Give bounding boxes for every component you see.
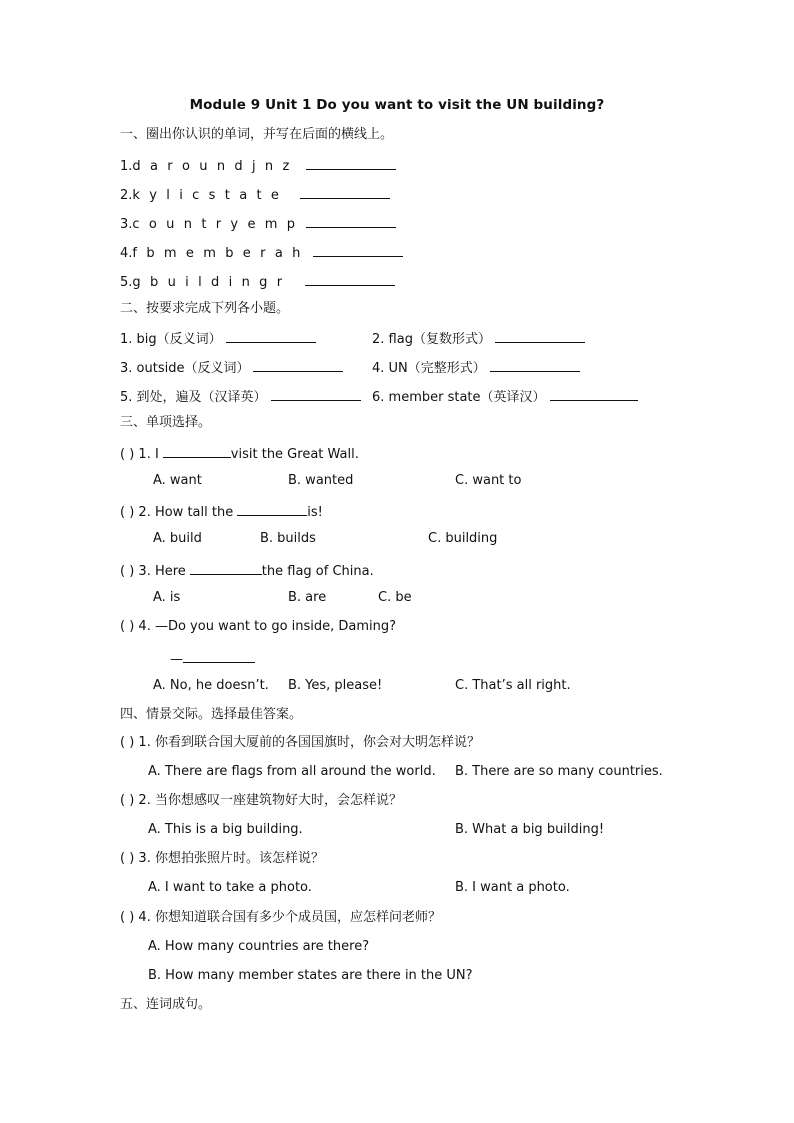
section2-item-2 (372, 328, 585, 349)
answer-blank[interactable] (305, 271, 395, 286)
section3-q2-option-a: A. build (153, 531, 202, 546)
section1-heading: 一、圈出你认识的单词，并写在后面的横线上。 (120, 127, 394, 142)
section1-item-1 (120, 155, 396, 176)
item-number: 5. (120, 275, 133, 290)
question-text: 2. 当你想感叹一座建筑物好大时，会怎样说？ (138, 793, 402, 808)
section4-q3-option-a: A. I want to take a photo. (148, 880, 312, 895)
answer-parenthesis[interactable]: ( ) (120, 564, 135, 579)
section1-item-3 (120, 213, 396, 234)
answer-blank[interactable] (271, 386, 361, 401)
section4-q2-option-a: A. This is a big building. (148, 822, 303, 837)
section1-item-2 (120, 184, 390, 205)
section4-q4-option-a: A. How many countries are there? (148, 939, 370, 954)
section2-item-1 (120, 328, 316, 349)
section3-q2 (120, 501, 323, 522)
item-text: 5. 到处，遍及（汉译英） (120, 390, 267, 405)
answer-parenthesis[interactable]: ( ) (120, 619, 135, 634)
section4-q1 (120, 734, 480, 752)
section2-heading: 二、按要求完成下列各小题。 (120, 301, 290, 316)
item-number: 1. (120, 159, 133, 174)
answer-blank[interactable] (163, 443, 231, 458)
section3-q1-option-b: B. wanted (288, 473, 354, 488)
section2-item-6 (372, 386, 638, 407)
answer-parenthesis[interactable]: ( ) (120, 910, 135, 925)
answer-blank[interactable] (300, 184, 390, 199)
section2-item-4 (372, 357, 580, 378)
question-text: the flag of China. (261, 564, 374, 579)
section4-q3-option-b: B. I want a photo. (455, 880, 570, 895)
answer-parenthesis[interactable]: ( ) (120, 735, 135, 750)
item-text: 3. outside（反义词） (120, 361, 250, 376)
letter-sequence: g b u i l d i n g r (132, 275, 285, 290)
answer-blank[interactable] (226, 328, 316, 343)
answer-parenthesis[interactable]: ( ) (120, 793, 135, 808)
section2-item-3 (120, 357, 343, 378)
section4-q1-option-b: B. There are so many countries. (455, 764, 663, 779)
item-text: 2. flag（复数形式） (372, 332, 491, 347)
item-number: 2. (120, 188, 133, 203)
answer-blank[interactable] (253, 357, 343, 372)
section1-item-5 (120, 271, 395, 292)
answer-blank[interactable] (550, 386, 638, 401)
item-text: 6. member state（英译汉） (372, 390, 546, 405)
item-text: 4. UN（完整形式） (372, 361, 486, 376)
section3-q4 (120, 618, 396, 636)
section3-q1 (120, 443, 359, 464)
question-text: visit the Great Wall. (230, 447, 359, 462)
section3-q4-option-a: A. No, he doesn’t. (153, 678, 269, 693)
letter-sequence: f b m e m b e r a h (132, 246, 303, 261)
section4-q2 (120, 792, 402, 810)
section4-q4 (120, 909, 441, 927)
section3-q3-option-b: B. are (288, 590, 327, 605)
question-text: 1. 你看到联合国大厦前的各国国旗时，你会对大明怎样说？ (138, 735, 480, 750)
letter-sequence: d a r o u n d j n z (132, 159, 292, 174)
section3-q4-option-c: C. That’s all right. (455, 678, 571, 693)
question-text: 4. 你想知道联合国有多少个成员国，应怎样问老师？ (138, 910, 441, 925)
answer-blank[interactable] (190, 560, 262, 575)
section5-heading: 五、连词成句。 (120, 997, 212, 1012)
item-number: 4. (120, 246, 133, 261)
section4-q1-option-a: A. There are flags from all around the world. (148, 764, 436, 779)
letter-sequence: k y l i c s t a t e (132, 188, 282, 203)
answer-blank[interactable] (490, 357, 580, 372)
question-text: is! (307, 505, 323, 520)
section4-q4-option-b: B. How many member states are there in the UN? (148, 968, 473, 983)
section1-item-4 (120, 242, 403, 263)
section3-q2-option-b: B. builds (260, 531, 316, 546)
answer-parenthesis[interactable]: ( ) (120, 851, 135, 866)
answer-blank[interactable] (495, 328, 585, 343)
question-text: 3. 你想拍张照片时。该怎样说？ (138, 851, 324, 866)
section3-heading: 三、单项选择。 (120, 415, 212, 430)
question-text: 4. —Do you want to go inside, Daming? (138, 619, 397, 634)
section3-q4-option-b: B. Yes, please! (288, 678, 383, 693)
answer-blank[interactable] (237, 501, 307, 516)
item-text: 1. big（反义词） (120, 332, 222, 347)
section3-q3 (120, 560, 374, 581)
section3-q3-option-a: A. is (153, 590, 181, 605)
section3-q1-option-c: C. want to (455, 473, 522, 488)
dash: — (170, 652, 183, 667)
answer-blank[interactable] (183, 648, 255, 663)
item-number: 3. (120, 217, 133, 232)
answer-blank[interactable] (306, 155, 396, 170)
section4-heading: 四、情景交际。选择最佳答案。 (120, 707, 303, 722)
section4-q2-option-b: B. What a big building! (455, 822, 605, 837)
question-text: 2. How tall the (138, 505, 234, 520)
question-text: 3. Here (138, 564, 186, 579)
section3-q4-response (170, 648, 257, 669)
section2-item-5 (120, 386, 361, 407)
section3-q2-option-c: C. building (428, 531, 498, 546)
section4-q3 (120, 850, 324, 868)
letter-sequence: c o u n t r y e m p (132, 217, 298, 232)
section3-q1-option-a: A. want (153, 473, 202, 488)
answer-blank[interactable] (306, 213, 396, 228)
question-text: 1. I (138, 447, 159, 462)
answer-blank[interactable] (313, 242, 403, 257)
answer-parenthesis[interactable]: ( ) (120, 447, 135, 462)
page-title: Module 9 Unit 1 Do you want to visit the UN building? (189, 97, 605, 113)
section3-q3-option-c: C. be (378, 590, 412, 605)
answer-parenthesis[interactable]: ( ) (120, 505, 135, 520)
